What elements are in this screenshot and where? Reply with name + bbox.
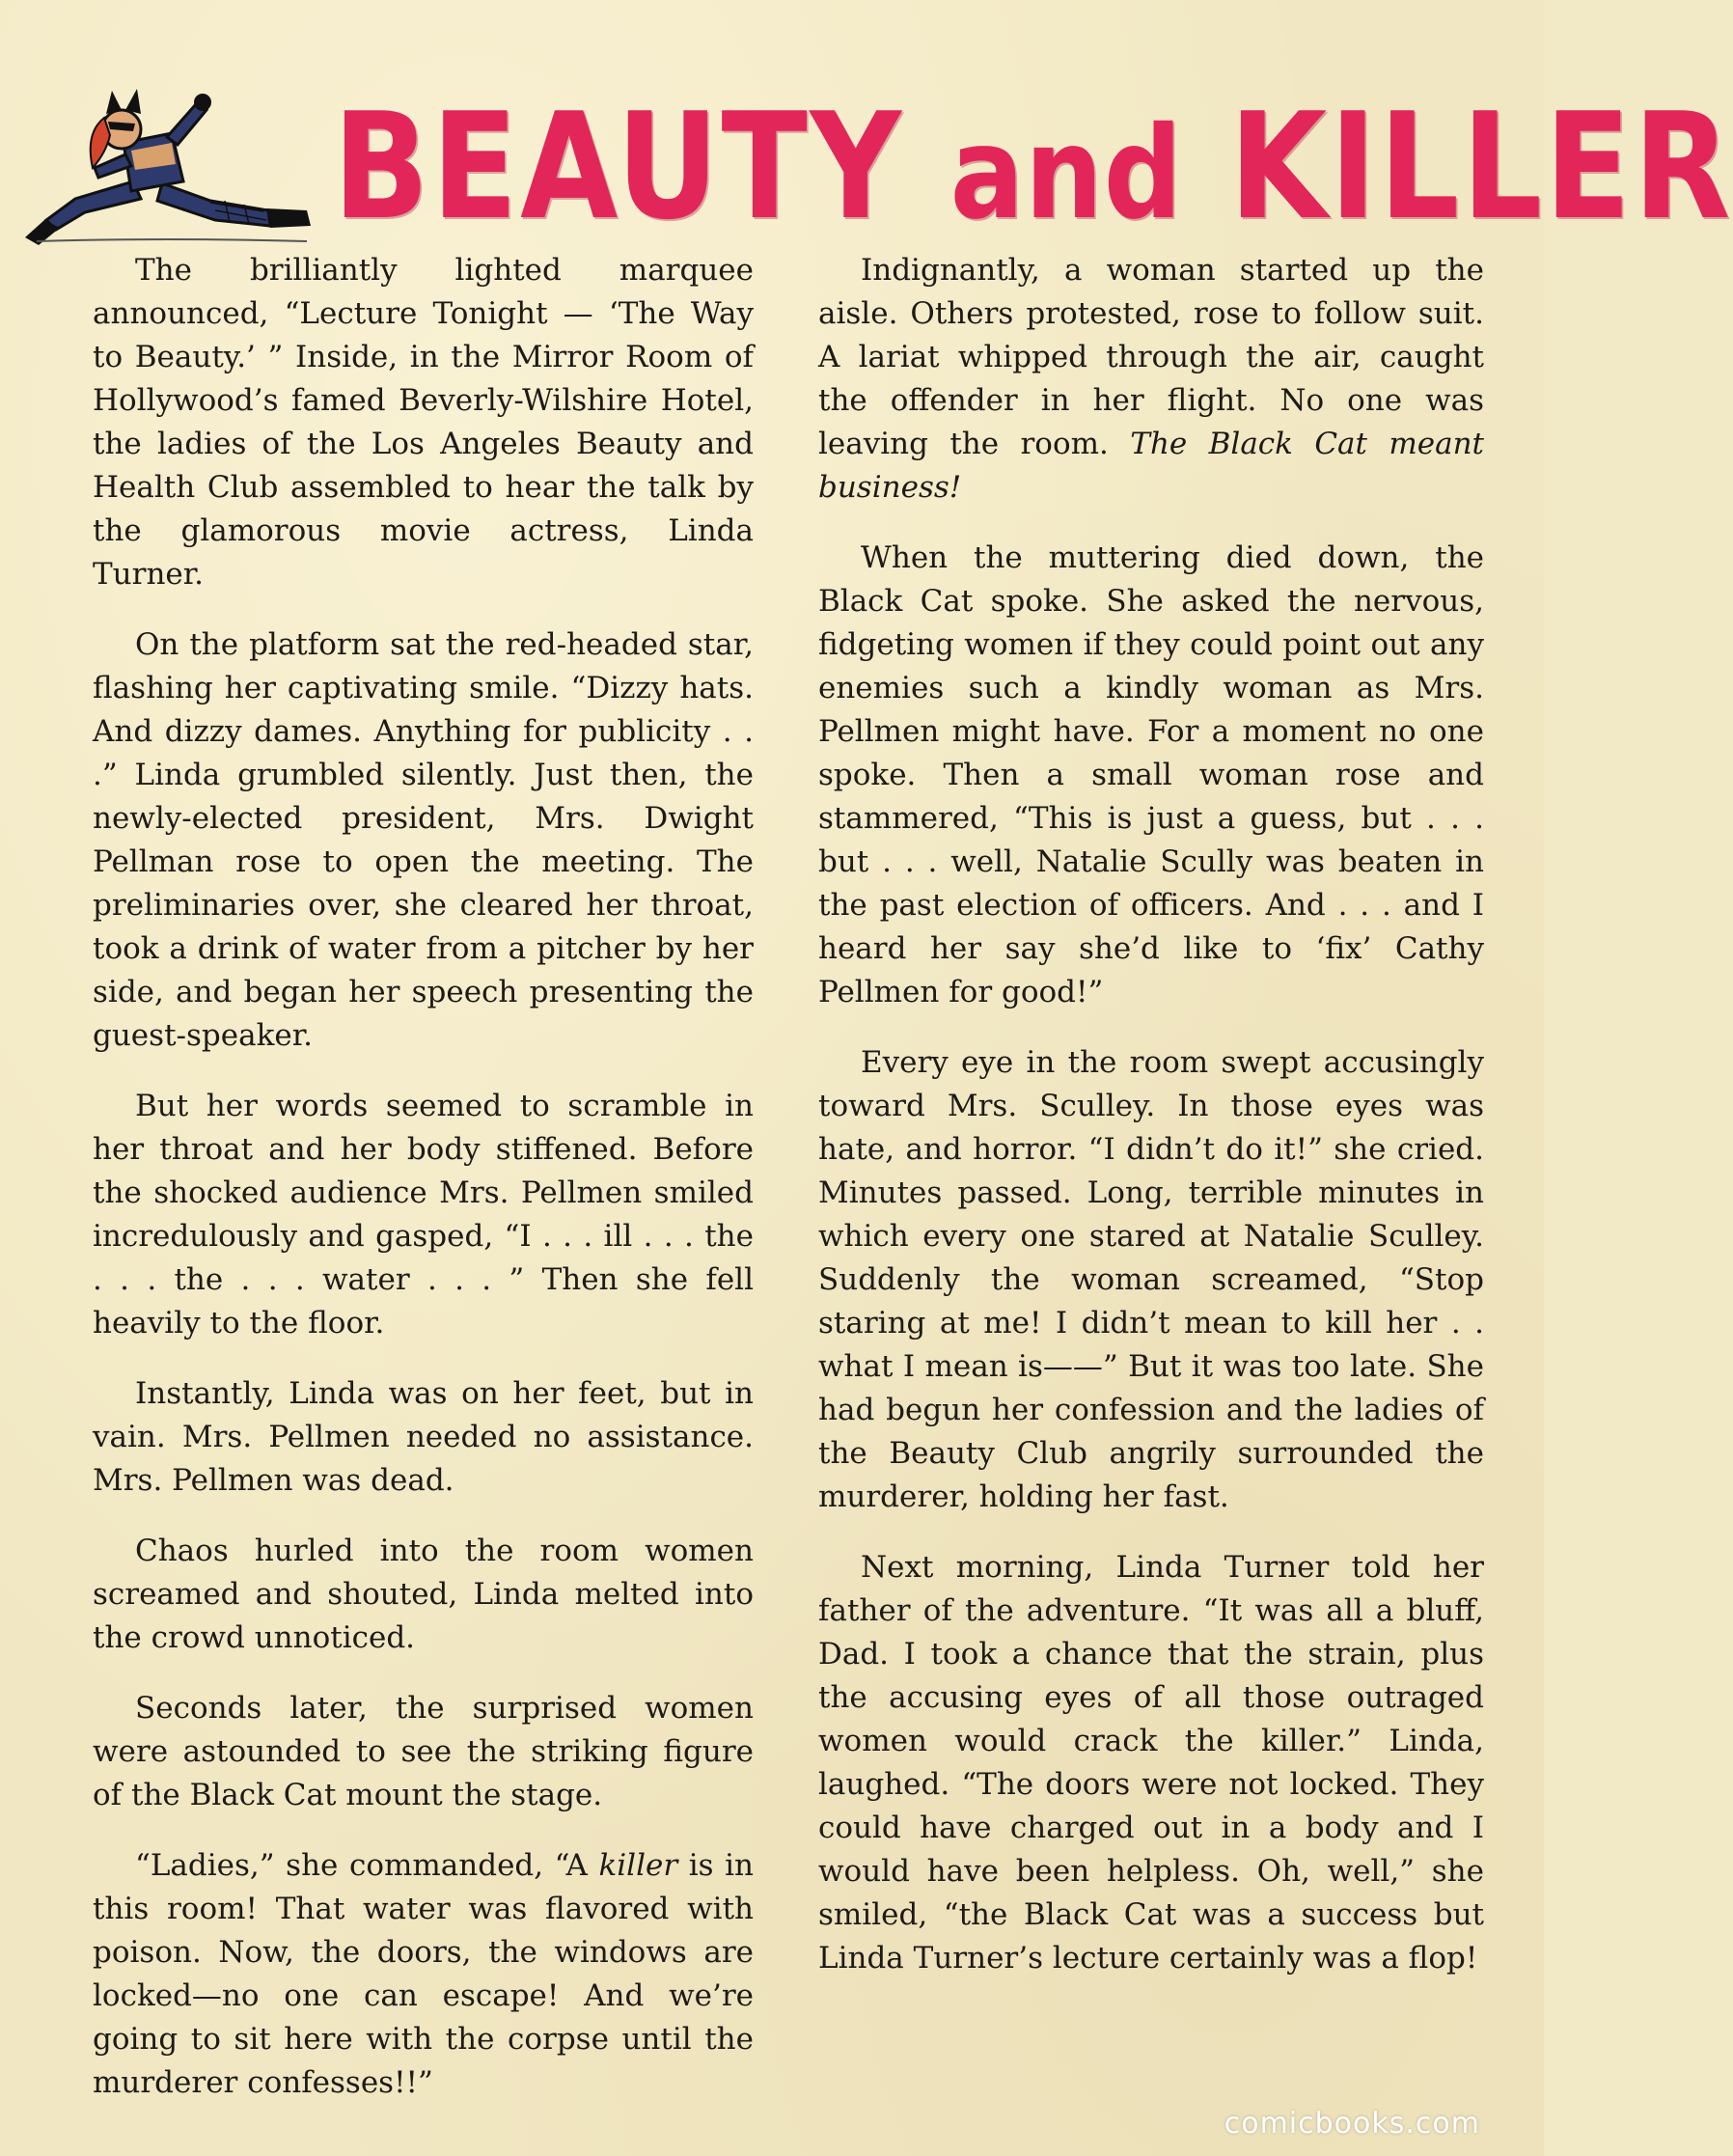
title-word-killer: KILLER [1228,81,1733,252]
emphasis-text: killer [598,1848,678,1883]
paragraph [818,249,1484,510]
paragraph: Chaos hurled into the room women screamed and shouted, Linda melted into the crowd unnoticed. [93,1534,754,1655]
paragraph: When the muttering died down, the Black Cat spoke. She asked the nervous, fidgeting women if they could point out any enemies such a kindly woman as Mrs. Pellmen might have. For a moment no one spoke. Then a small woman rose and stammered, “This is just a guess, but . . . but . . . well, Natalie Scully was beaten in the past election of officers. And . . . and I heard her say she’d like to ‘fix’ Cathy Pellmen for good!” [818,540,1484,1009]
site-watermark: comicbooks.com [1224,2107,1480,2141]
paragraph: On the platform sat the red-headed star, flashing her captivating smile. “Dizzy hats. And dizzy dames. Anything for publicity . . .” Linda grumbled silently. Just then, the newly-elected president, Mrs. Dwight Pellman rose to open the meeting. The preliminaries over, she cleared her throat, took a drink of water from a pitcher by her side, and began her speech presenting the guest-speaker. [93,627,754,1053]
paragraph: The brilliantly lighted marquee announced, “Lecture Tonight — ‘The Way to Beauty.’ ” Inside, in the Mirror Room of Hollywood’s famed Beverly-Wilshire Hotel, the ladies of the Los Angeles Beauty and Health Club assembled to hear the talk by the glamorous movie actress, Linda Turner. [93,253,754,592]
paragraph: Next morning, Linda Turner told her father of the adventure. “It was all a bluff, Dad. I took a chance that the strain, plus the accusing eyes of all those outraged women would crack the killer.” Linda, laughed. “The doors were not locked. They could have charged out in a body and I would have been helpless. Oh, well,” she smiled, “the Black Cat was a success but Linda Turner’s lecture certainly was a flop! [818,1550,1484,1976]
title-word-beauty: BEAUTY [333,81,904,252]
paragraph-text: is in this room! That water was flavored with poison. Now, the doors, the windows are locked—no one can escape! And we’re going to sit here with the corpse until the murderer confesses!!” [93,1848,754,2100]
paragraph: Instantly, Linda was on her feet, but in vain. Mrs. Pellmen needed no assistance. Mrs. Pellmen was dead. [93,1376,754,1498]
paragraph: Seconds later, the surprised women were astounded to see the striking figure of the Black Cat mount the stage. [93,1691,754,1812]
story-title [333,81,1733,252]
paragraph-text: Indignantly, a woman started up the aisle. Others protested, rose to follow suit. A lariat whipped through the air, caught the offender in her flight. No one was leaving the room. [818,253,1484,461]
paragraph [93,1844,754,2105]
right-text-column [818,249,1484,2007]
emphasis-text: The Black Cat meant business! [818,427,1484,505]
paragraph: But her words seemed to scramble in her throat and her body stiffened. Before the shocked audience Mrs. Pellmen smiled incredulously and gasped, “I . . . ill . . . the . . . the . . . water . . . ” Then she fell heavily to the floor. [93,1089,754,1341]
paragraph: Every eye in the room swept accusingly toward Mrs. Sculley. In those eyes was hate, and horror. “I didn’t do it!” she cried. Minutes passed. Long, terrible minutes in which every one stared at Natalie Sculley. Suddenly the woman screamed, “Stop staring at me! I didn’t mean to kill her . . what I mean is——” But it was too late. She had begun her confession and the ladies of the Beauty Club angrily surrounded the murderer, holding her fast. [818,1045,1484,1514]
paragraph-text: “Ladies,” she commanded, “A [135,1848,599,1883]
title-word-and: and [949,99,1183,248]
black-cat-heroine-icon [17,75,326,249]
left-text-column [93,249,754,2132]
